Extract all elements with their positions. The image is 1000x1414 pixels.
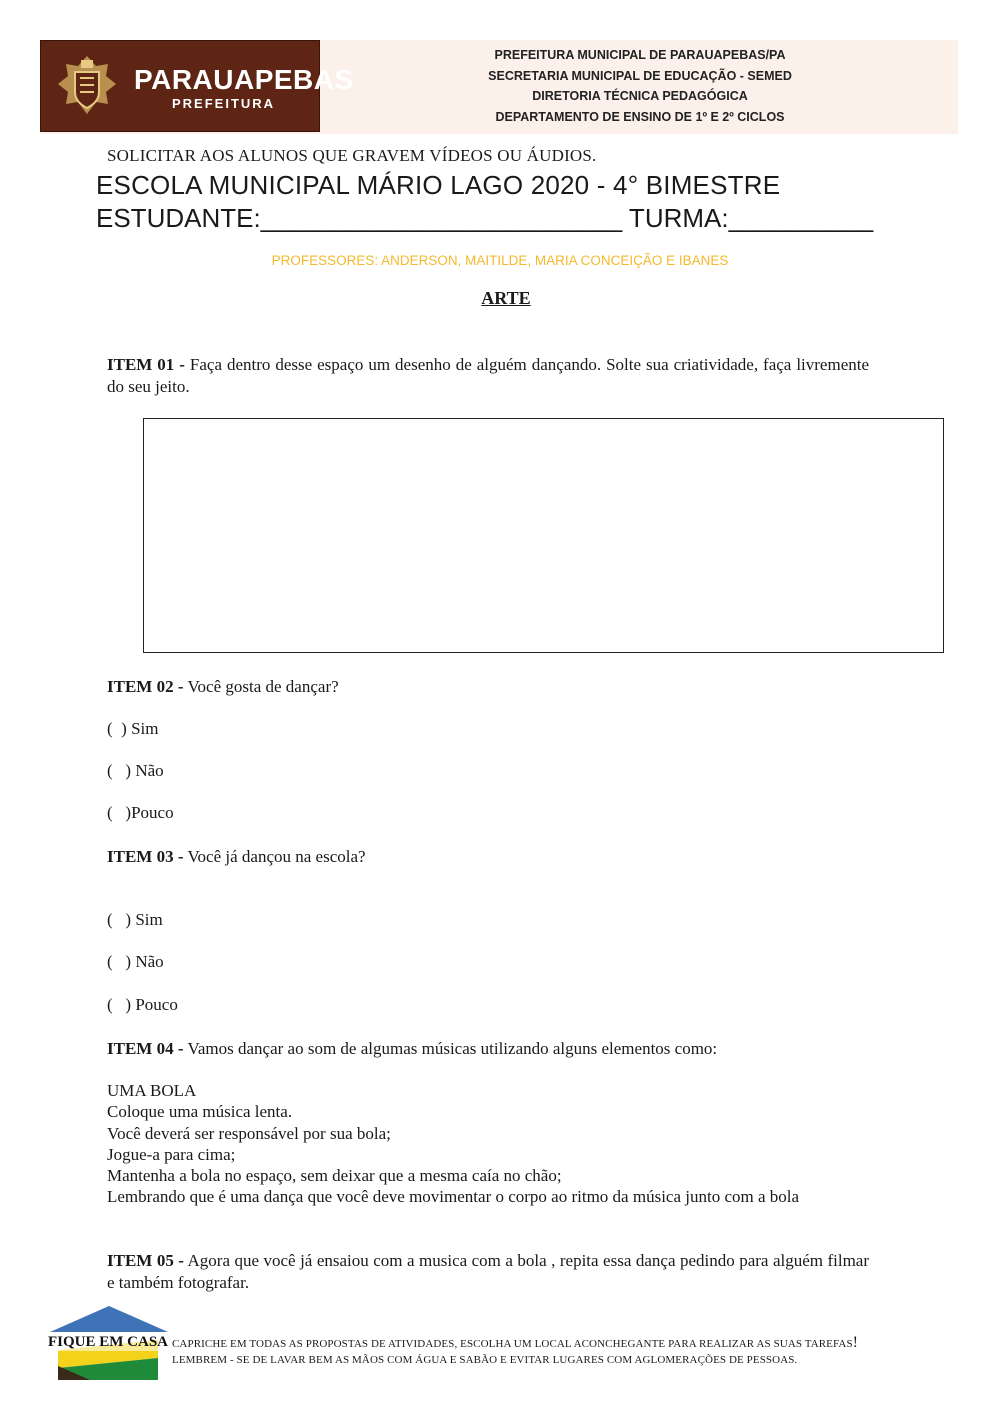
drawing-box[interactable]: [143, 418, 944, 653]
footer-note-1: [172, 1334, 858, 1352]
item-text: Você já dançou na escola?: [187, 847, 366, 866]
header-line: DIRETORIA TÉCNICA PEDAGÓGICA: [532, 89, 748, 103]
item-text: Faça dentro desse espaço um desenho de alguém dançando. Solte sua criatividade, faça livremente do seu jeito.: [107, 355, 870, 396]
option-sim[interactable]: ( ) Sim: [107, 719, 159, 738]
instruction-line: Mantenha a bola no espaço, sem deixar que a mesma caía no chão;: [107, 1166, 562, 1186]
option-nao[interactable]: ( ) Não: [107, 952, 164, 971]
instruction-line: Lembrando que é uma dança que você deve movimentar o corpo ao ritmo da música junto com a bola: [107, 1187, 800, 1207]
item-label: ITEM 05 -: [107, 1251, 184, 1270]
coat-of-arms-icon: [52, 52, 122, 122]
option-pouco[interactable]: ( )Pouco: [107, 803, 174, 822]
fique-em-casa-label: FIQUE EM CASA: [48, 1334, 169, 1350]
logo-subtitle: PREFEITURA: [172, 96, 276, 111]
header-line: PREFEITURA MUNICIPAL DE PARAUAPEBAS/PA: [494, 48, 786, 62]
item-02: [107, 676, 869, 698]
header-institution-lines: [440, 45, 840, 127]
instruction-line: UMA BOLA: [107, 1081, 197, 1100]
instruction-line: Você deverá ser responsável por sua bola;: [107, 1123, 391, 1143]
item-label: ITEM 04 -: [107, 1039, 184, 1058]
school-title: ESCOLA MUNICIPAL MÁRIO LAGO 2020 - 4° BIMESTRE: [96, 170, 781, 200]
footer-note-exclamation: !: [852, 1334, 859, 1351]
item-05: [107, 1250, 869, 1293]
item-text: Vamos dançar ao som de algumas músicas utilizando alguns elementos como:: [187, 1039, 718, 1058]
option-pouco[interactable]: ( ) Pouco: [107, 995, 178, 1014]
item-01: [107, 354, 869, 397]
item-04-instructions: [107, 1080, 799, 1208]
footer-note-text: CAPRICHE EM TODAS AS PROPOSTAS DE ATIVIDADES, ESCOLHA UM LOCAL ACONCHEGANTE PARA REALIZAR AS SUAS TAREFAS: [172, 1338, 853, 1350]
item-label: ITEM 02 -: [107, 677, 184, 696]
item-text: Você gosta de dançar?: [187, 677, 339, 696]
student-class-line: ESTUDANTE:_________________________ TURMA:__________: [96, 203, 874, 233]
subject-title: ARTE: [481, 288, 531, 308]
professors-line: PROFESSORES: ANDERSON, MAITILDE, MARIA CONCEIÇÃO E IBANES: [271, 253, 729, 268]
header-line: DEPARTAMENTO DE ENSINO DE 1º E 2º CICLOS: [495, 109, 785, 124]
item-text: Agora que você já ensaiou com a musica com a bola , repita essa dança pedindo para alguém filmar e também fotografar.: [107, 1251, 870, 1292]
request-note: SOLICITAR AOS ALUNOS QUE GRAVEM VÍDEOS OU ÁUDIOS.: [107, 146, 597, 165]
logo-title: PARAUAPEBAS: [134, 64, 354, 95]
option-nao[interactable]: ( ) Não: [107, 761, 164, 780]
item-label: ITEM 01 -: [107, 355, 185, 374]
option-sim[interactable]: ( ) Sim: [107, 910, 163, 929]
footer-note-2: LEMBREM - SE DE LAVAR BEM AS MÃOS COM ÁGUA E SABÃO E EVITAR LUGARES COM AGLOMERAÇÕES DE PESSOAS.: [172, 1354, 798, 1366]
item-label: ITEM 03 -: [107, 847, 184, 866]
item-04: [107, 1038, 869, 1060]
item-03: [107, 846, 869, 868]
instruction-line: Coloque uma música lenta.: [107, 1102, 293, 1122]
header-line: SECRETARIA MUNICIPAL DE EDUCAÇÃO - SEMED: [488, 68, 792, 83]
instruction-line: Jogue-a para cima;: [107, 1144, 236, 1164]
